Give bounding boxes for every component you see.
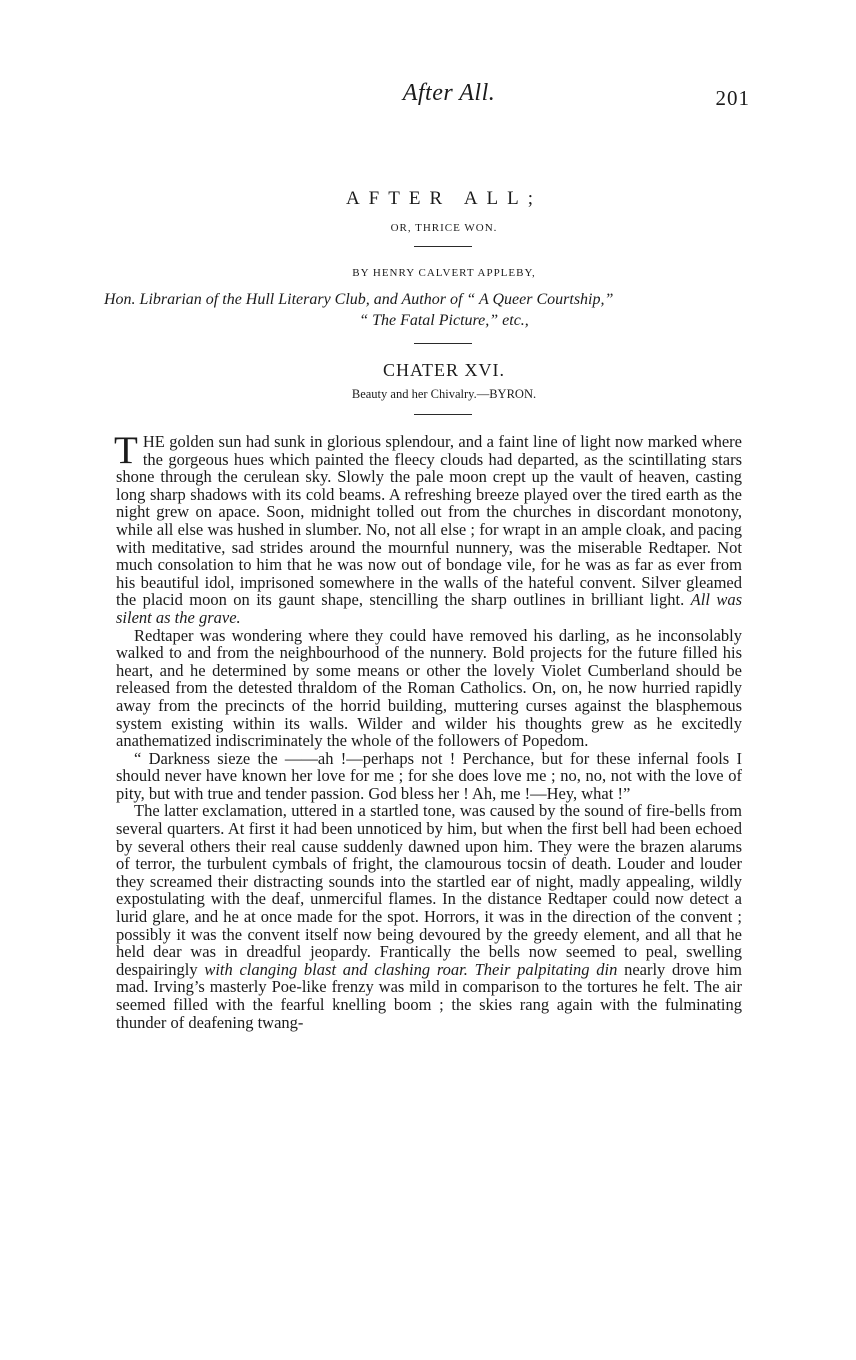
paragraph: “ Darkness sieze the ——ah !—perhaps not ! Perchance, but for these infernal fools I should never have known her love for me ; for she does love me ; no, no, not with the love of pity, but with true and tender passion. God bless her ! Ah, me !—Hey, what !” bbox=[116, 748, 742, 803]
author-line: BY HENRY CALVERT APPLEBY, bbox=[352, 267, 536, 279]
author-description bbox=[104, 289, 742, 331]
running-head bbox=[116, 80, 750, 120]
chapter-epigraph: Beauty and her Chivalry.—BYRON. bbox=[351, 387, 537, 401]
paragraph-text: HE golden sun had sunk in glorious splendour, and a faint line of light now marked where the gorgeous hues which painted the fleecy clouds had departed, as the scintillating stars shone through the cerulean sky. Slowly the pale moon crept up the vault of heaven, casting long sharp shadows with its cold beams. A refreshing breeze played over the tired earth as the night grew on apace. Soon, midnight tolled out from the churches in discordant monotony, while all else was hushed in slumber. No, not all else ; for wrapt in an ample cloak, and pacing with meditative, sad strides around the mournful nunnery, was the miserable Redtaper. Not much consolation to him that he was now out of bondage vile, for he was as far as ever from his beautiful idol, imprisoned somewhere in the walls of the hateful convent. Silver gleamed the placid moon on its gaunt shape, stencilling the sharp outlines in brilliant light. bbox=[116, 432, 742, 610]
body-text bbox=[114, 429, 742, 1032]
paragraph-italic-text: with clanging blast and clashing roar. Their palpitating din bbox=[204, 959, 618, 979]
paragraph bbox=[116, 802, 742, 1031]
article-title: AFTER ALL; bbox=[345, 188, 543, 209]
chapter-heading: CHATER XVI. bbox=[383, 360, 505, 380]
drop-cap: T bbox=[114, 429, 138, 472]
article-subtitle: OR, THRICE WON. bbox=[390, 222, 498, 234]
author-description-line-1: Hon. Librarian of the Hull Literary Club, and Author of “ A Queer Courtship,” bbox=[104, 291, 614, 308]
divider-rule bbox=[414, 343, 472, 344]
paragraph bbox=[114, 429, 742, 627]
running-title: After All. bbox=[402, 80, 496, 106]
divider-rule bbox=[414, 246, 472, 247]
paragraph: Redtaper was wondering where they could have removed his darling, as he inconsolably walked to and from the neighbourhood of the nunnery. Bold projects for the future filled his heart, and he determined by some means or other the lovely Violet Cumberland should be released from the detested thraldom of the Roman Catholics. On, on, he now hurried rapidly away from the precincts of the horrid building, muttering curses against the blasphemous system existing within its walls. Wilder and wilder his thoughts grew as he excitedly anathematized indiscriminately the whole of the followers of Popedom. bbox=[116, 625, 742, 751]
page-number: 201 bbox=[715, 86, 750, 110]
divider-rule bbox=[414, 414, 472, 415]
paragraph-text: nearly drove him mad. Irving’s masterly Poe-like frenzy was mild in comparison to the tortures he felt. The air seemed filled with the fearful knelling boom ; the skies rang again with the fulminating thunder of deafening twang- bbox=[116, 959, 742, 1032]
paragraph-italic-text: All was silent as the grave. bbox=[116, 590, 742, 627]
book-page bbox=[104, 80, 750, 1032]
paragraph-text: The latter exclamation, uttered in a startled tone, was caused by the sound of fire-bells from several quarters. At first it had been unnoticed by him, but when the first bell had been echoed by several others their real cause suddenly dawned upon him. They were the brazen alarums of terror, the turbulent cymbals of fright, the clamourous tocsin of death. Louder and louder they screamed their distracting sounds into the startled ear of night, madly appealing, wildly expostulating with the deaf, unmerciful flames. In the distance Redtaper could now detect a lurid glare, and he at once made for the spot. Horrors, it was in the direction of the convent ; possibly it was the convent itself now being devoured by the greedy element, and all that he held dear was in dreadful jeopardy. Frantically the bells now seemed to peal, swelling despairingly bbox=[116, 801, 742, 979]
author-description-line-2: “ The Fatal Picture,” etc., bbox=[359, 312, 529, 329]
